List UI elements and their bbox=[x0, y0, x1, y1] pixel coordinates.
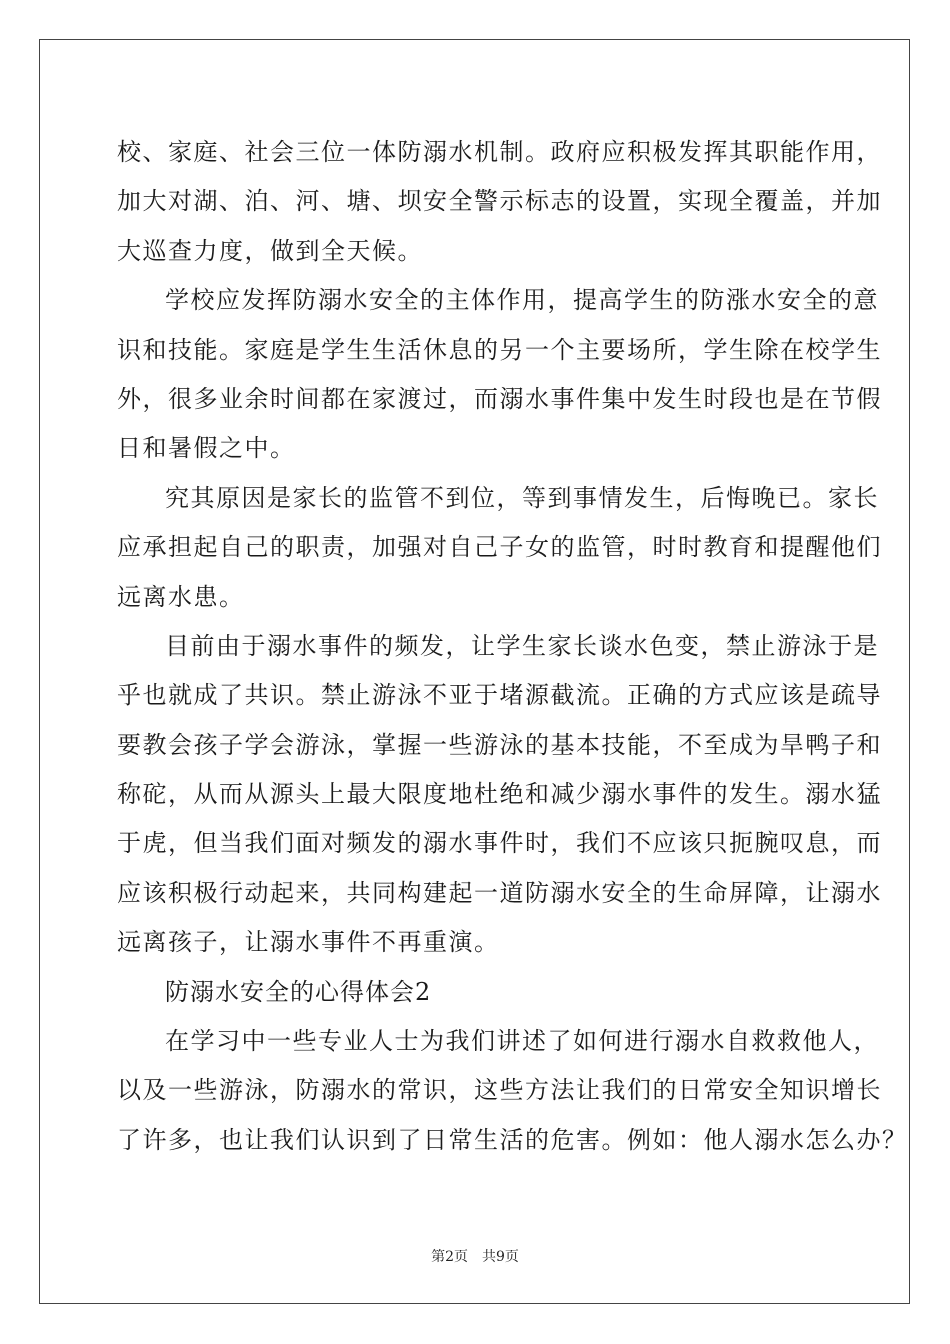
text-line: 外，很多业余时间都在家渡过，而溺水事件集中发生时段也是在节假 bbox=[117, 384, 882, 413]
page-footer bbox=[0, 1246, 950, 1266]
paragraph-first-line: 在学习中一些专业人士为我们讲述了如何进行溺水自救救他人， bbox=[165, 1027, 879, 1056]
text-line: 日和暑假之中。 bbox=[117, 434, 296, 463]
text-line: 加大对湖、泊、河、塘、坝安全警示标志的设置，实现全覆盖，并加 bbox=[117, 187, 882, 216]
text-line: 于虎，但当我们面对频发的溺水事件时，我们不应该只扼腕叹息，而 bbox=[117, 829, 882, 858]
text-line: 校、家庭、社会三位一体防溺水机制。政府应积极发挥其职能作用， bbox=[117, 138, 882, 166]
page-total: 共9页 bbox=[482, 1249, 519, 1265]
section-heading: 防溺水安全的心得体会2 bbox=[165, 977, 432, 1006]
paragraph-first-line: 学校应发挥防溺水安全的主体作用，提高学生的防涨水安全的意 bbox=[165, 286, 879, 315]
text-line: 大巡查力度，做到全天候。 bbox=[117, 236, 423, 265]
paragraph-first-line: 目前由于溺水事件的频发，让学生家长谈水色变，禁止游泳于是 bbox=[165, 631, 879, 660]
text-line: 了许多，也让我们认识到了日常生活的危害。例如：他人溺水怎么办？ bbox=[117, 1125, 908, 1154]
text-line: 以及一些游泳，防溺水的常识，这些方法让我们的日常安全知识增长 bbox=[117, 1076, 882, 1105]
text-line: 应该积极行动起来，共同构建起一道防溺水安全的生命屏障，让溺水 bbox=[117, 878, 882, 907]
text-line: 远离孩子，让溺水事件不再重演。 bbox=[117, 928, 500, 957]
document-body bbox=[117, 128, 908, 1165]
text-line: 乎也就成了共识。禁止游泳不亚于堵源截流。正确的方式应该是疏导 bbox=[117, 681, 882, 710]
text-line: 识和技能。家庭是学生生活休息的另一个主要场所，学生除在校学生 bbox=[117, 335, 882, 364]
text-line: 应承担起自己的职责，加强对自己子女的监管，时时教育和提醒他们 bbox=[117, 533, 882, 562]
text-line: 要教会孩子学会游泳，掌握一些游泳的基本技能，不至成为旱鸭子和 bbox=[117, 730, 882, 759]
text-line: 称砣，从而从源头上最大限度地杜绝和减少溺水事件的发生。溺水猛 bbox=[117, 780, 882, 809]
text-line: 远离水患。 bbox=[117, 582, 245, 611]
paragraph-first-line: 究其原因是家长的监管不到位，等到事情发生，后悔晚已。家长 bbox=[165, 483, 879, 512]
page-number: 第2页 bbox=[431, 1249, 468, 1265]
